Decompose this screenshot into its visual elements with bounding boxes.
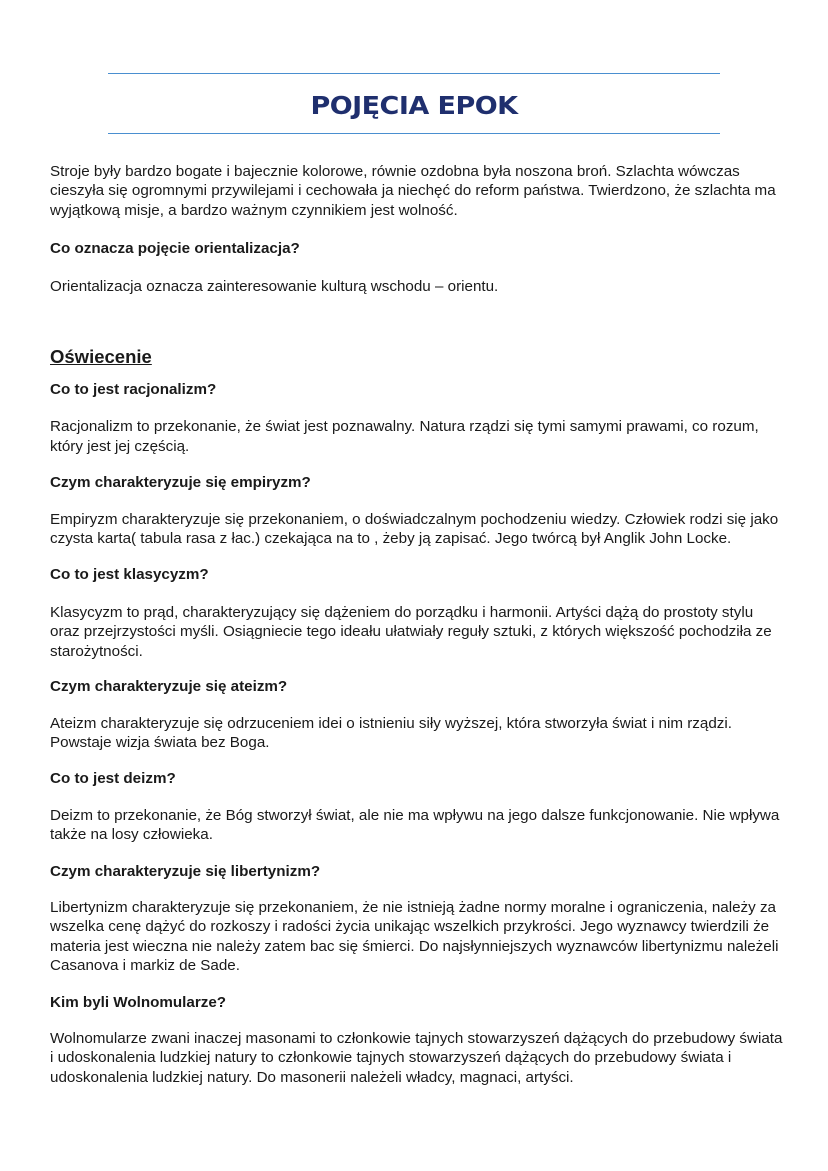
question-ateizm: Czym charakteryzuje się ateizm? xyxy=(50,678,288,696)
answer-ateizm: Ateizm charakteryzuje się odrzuceniem idei o istnieniu siły wyższej, która stworzyła świat i nim rządzi. Powstaje wizja świata bez Boga. xyxy=(50,714,732,751)
title-rule-top xyxy=(108,73,720,74)
question-empiryzm: Czym charakteryzuje się empiryzm? xyxy=(50,474,311,492)
section-heading: Oświecenie xyxy=(50,346,152,368)
answer-deizm: Deizm to przekonanie, że Bóg stworzył świat, ale nie ma wpływu na jego dalsze funkcjonowanie. Nie wpływa także na losy człowieka. xyxy=(50,806,780,844)
answer-empiryzm: Empiryzm charakteryzuje się przekonaniem, o doświadczalnym pochodzeniu wiedzy. Człowiek rodzi się jako czysta karta( tabula rasa z łac.) czekająca na to , żeby ją zapisać. Jego twórcą był Anglik John Locke. xyxy=(50,510,779,548)
question-deizm: Co to jest deizm? xyxy=(50,770,176,788)
intro-answer: Orientalizacja oznacza zainteresowanie kulturą wschodu – orientu. xyxy=(50,277,499,295)
title-rule-bottom xyxy=(108,133,720,134)
answer-libertynizm: Libertynizm charakteryzuje się przekonaniem, że nie istnieją żadne normy moralne i ograniczenia, należy za wszelka cenę dążyć do rozkoszy i radości życia unikając wszelkich przykrości. Jego wyznawcy twierdzili że materia jest wieczna nie należy zatem bac się śmierci. Do najsłynniejszych wyznawców libertynizmu należeli Casanova i markiz de Sade. xyxy=(50,898,779,975)
document-body xyxy=(50,162,785,1087)
question-libertynizm: Czym charakteryzuje się libertynizm? xyxy=(50,862,321,880)
page-title: POJĘCIA EPOK xyxy=(310,91,518,120)
answer-wolnomularze: Wolnomularze zwani inaczej masonami to członkowie tajnych stowarzyszeń dążących do przebudowy świata i udoskonalenia ludzkiej natury to członkowie tajnych stowarzyszeń dążących do przebudowy świata i udoskonalenia ludzkiej natury. Do masonerii należeli władcy, magnaci, artyści. xyxy=(50,1029,783,1086)
question-racjonalizm: Co to jest racjonalizm? xyxy=(50,381,217,399)
intro-paragraph: Stroje były bardzo bogate i bajecznie kolorowe, równie ozdobna była noszona broń. Szlachta wówczas cieszyła się ogromnymi przywilejami i cechowała ja niechęć do reform państwa. Twierdzono, że szlachta ma wyjątkową misje, a bardzo ważnym czynnikiem jest wolność. xyxy=(50,163,776,219)
question-klasycyzm: Co to jest klasycyzm? xyxy=(50,566,209,584)
answer-racjonalizm: Racjonalizm to przekonanie, że świat jest poznawalny. Natura rządzi się tymi samymi prawami, co rozum, który jest jej częścią. xyxy=(50,418,759,455)
answer-klasycyzm: Klasycyzm to prąd, charakteryzujący się dążeniem do porządku i harmonii. Artyści dążą do prostoty stylu oraz przejrzystości myśli. Osiągniecie tego ideału ułatwiały reguły sztuki, z których większość pochodziła ze starożytności. xyxy=(50,603,772,660)
intro-question: Co oznacza pojęcie orientalizacja? xyxy=(50,240,300,258)
question-wolnomularze: Kim byli Wolnomularze? xyxy=(50,993,227,1011)
